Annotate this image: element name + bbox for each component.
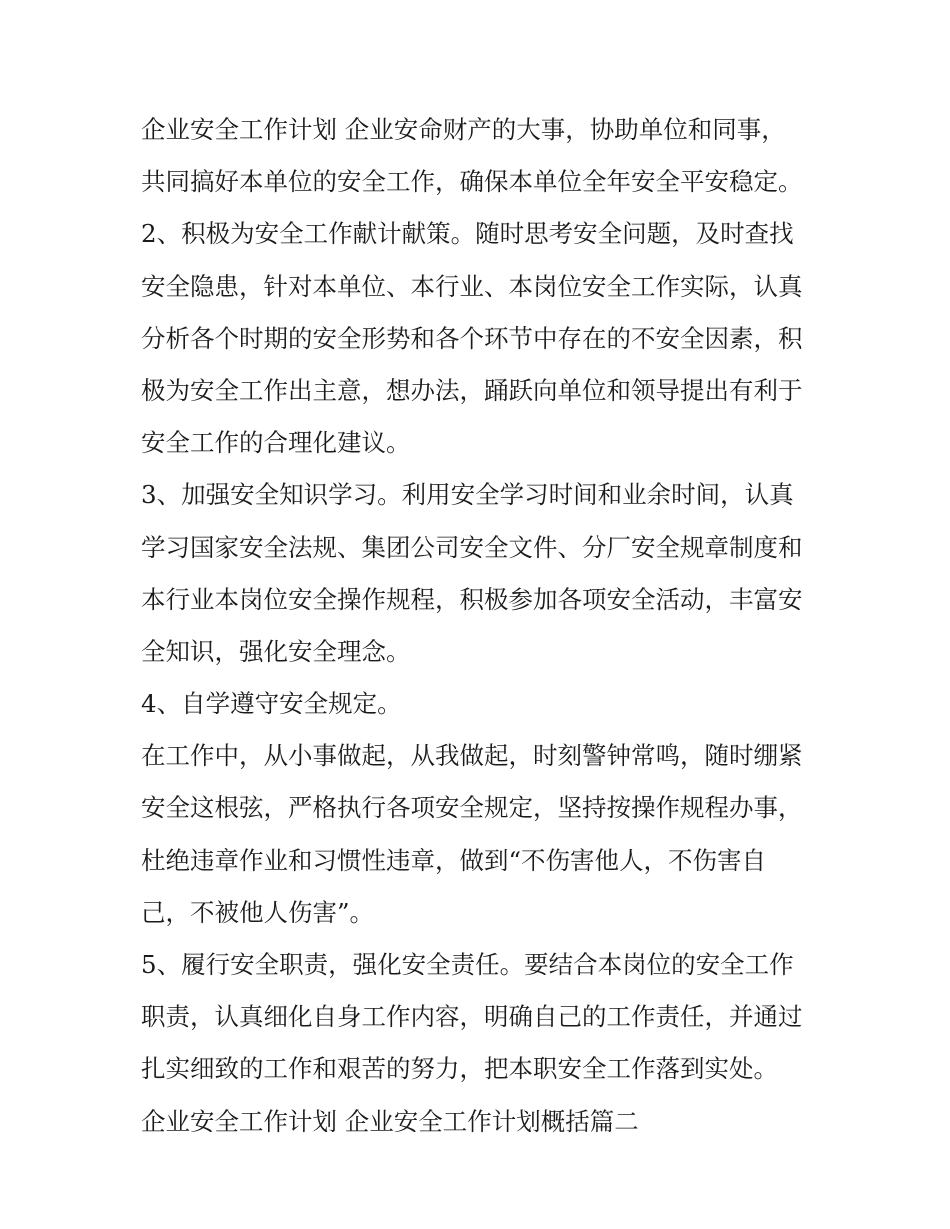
text-line: 扎实细致的工作和艰苦的努力，把本职安全工作落到实处。 — [141, 1054, 778, 1084]
text-line: 极为安全工作出主意，想办法，踊跃向单位和领导提出有利于 — [141, 375, 803, 405]
text-line: 安全隐患，针对本单位、本行业、本岗位安全工作实际，认真 — [141, 271, 803, 301]
text-line: 杜绝违章作业和习惯性违章，做到“不伤害他人，不伤害自 — [141, 845, 767, 875]
document-body — [141, 104, 821, 1148]
text-line: 分析各个时期的安全形势和各个环节中存在的不安全因素，积 — [141, 323, 803, 353]
text-line: 己，不被他人伤害”。 — [141, 897, 375, 927]
text-line: 学习国家安全法规、集团公司安全文件、分厂安全规章制度和 — [141, 532, 803, 562]
text-line: 安全这根弦，严格执行各项安全规定，坚持按操作规程办事， — [141, 793, 803, 823]
text-line: 全知识，强化安全理念。 — [141, 636, 411, 666]
text-line: 企业安全工作计划 企业安全工作计划概括篇二 — [141, 1106, 639, 1136]
text-line: 4、自学遵守安全规定。 — [141, 689, 402, 719]
text-line: 职责，认真细化自身工作内容，明确自己的工作责任，并通过 — [141, 1002, 803, 1032]
text-line: 在工作中，从小事做起，从我做起，时刻警钟常鸣，随时绷紧 — [141, 741, 803, 771]
text-line: 安全工作的合理化建议。 — [141, 428, 411, 458]
text-line: 5、履行安全职责，强化安全责任。要结合本岗位的安全工作 — [141, 950, 794, 979]
text-line: 共同搞好本单位的安全工作，确保本单位全年安全平安稳定。 — [141, 167, 803, 197]
text-line: 2、积极为安全工作献计献策。随时思考安全问题，及时查找 — [141, 219, 794, 249]
text-line: 3、加强安全知识学习。利用安全学习时间和业余时间，认真 — [141, 480, 794, 510]
text-line: 企业安全工作计划 企业安命财产的大事，协助单位和同事， — [141, 115, 786, 144]
text-line: 本行业本岗位安全操作规程，积极参加各项安全活动，丰富安 — [141, 584, 803, 614]
